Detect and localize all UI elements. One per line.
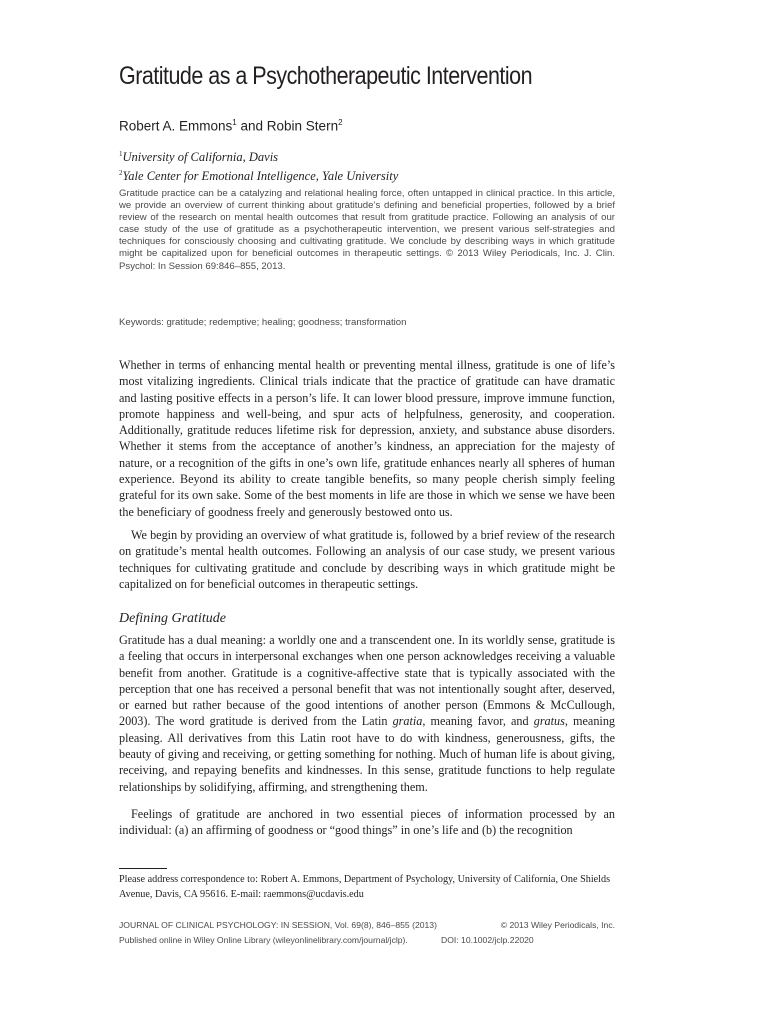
defining-paragraph-1: Gratitude has a dual meaning: a worldly one and a transcendent one. In its worldly sense, gratitude is a feeling that occurs in interpersonal exchanges when one person acknowledges receiving a valuable benefit from another. Gratitude is a cognitive-affective state that is typically associated with the perception that one has received a personal benefit that was not intentionally sought after, deserved, or earned but rather because of the good intentions of another person (Emmons & McCullough, 2003). The word gratitude is derived from the Latin gratia, meaning favor, and gratus, meaning pleasing. All derivatives from this Latin root have to do with kindness, generousness, gifts, the beauty of giving and receiving, or getting something for nothing. Much of human life is about giving, receiving, and repaying benefits and kindnesses. In this sense, gratitude functions to help regulate relationships by solidifying, affirming, and strengthening them. xyxy=(119,633,616,794)
author-emmons-affil-marker: 1 xyxy=(232,118,237,127)
affiliation-2: $^2$Yale Center for Emotional Intelligence, Yale University xyxy=(119,169,399,184)
author-conjunction: and xyxy=(236,118,267,134)
published-online-line: Published online in Wiley Online Library (wileyonlinelibrary.com/journal/jclp). xyxy=(119,934,408,945)
copyright-notice: © 2013 Wiley Periodicals, Inc. xyxy=(500,920,615,930)
affiliation-1: $^1$University of California, Davis xyxy=(119,150,279,165)
doi: DOI: 10.1002/jclp.22020 xyxy=(441,934,534,945)
intro-paragraph-1: Whether in terms of enhancing mental health or preventing mental illness, gratitude is one of life’s most vitalizing ingredients. Clinical trials indicate that the practice of gratitude can have dramatic and lasting positive effects in a person’s life. It can lower blood pressure, improve immune function, promote happiness and well-being, and spur acts of helpfulness, generosity, and cooperation. Additionally, gratitude reduces lifetime risk for depression, anxiety, and substance abuse disorders. Whether it stems from the acceptance of another’s kindness, an appreciation for the majesty of nature, or a recognition of the gifts in one’s own life, gratitude enhances nearly all spheres of human experience. Beyond its ability to create tangible benefits, so many people cherish simply feeling grateful for its own sake. Some of the best moments in life are those in which we sense we have been the beneficiary of goodness freely and generously bestowed onto us. xyxy=(119,358,615,519)
correspondence-footnote: Please address correspondence to: Robert A. Emmons, Department of Psychology, University of California, One Shields Avenue, Davis, CA 95616. E-mail: raemmons@ucdavis.edu xyxy=(119,874,611,900)
journal-footer-row-2 xyxy=(119,933,615,948)
abstract: Gratitude practice can be a catalyzing and relational healing force, often untapped in clinical practice. In this article, we provide an overview of current thinking about gratitude’s defining and beneficial properties, followed by a brief review of the research on mental health outcomes that result from gratitude practice. Following an analysis of our case study of the use of gratitude as a psychotherapeutic intervention, we present various self-strategies and techniques for consciously choosing and cultivating gratitude. We conclude by describing ways in which gratitude might be capitalized upon for beneficial outcomes in therapeutic settings. © 2013 Wiley Periodicals, Inc. J. Clin. Psychol: In Session 69:846–855, 2013. xyxy=(119,188,615,272)
keywords: Keywords: gratitude; redemptive; healing; goodness; transformation xyxy=(119,317,407,328)
affiliations xyxy=(119,146,398,184)
article-title: Gratitude as a Psychotherapeutic Intervention xyxy=(119,62,533,90)
journal-citation: JOURNAL OF CLINICAL PSYCHOLOGY: IN SESSION, Vol. 69(8), 846–855 (2013) xyxy=(119,920,437,930)
intro-paragraph-2: We begin by providing an overview of what gratitude is, followed by a brief review of the research on gratitude’s mental health outcomes. Following an analysis of our case study, we present various techniques for cultivating gratitude and conclude by describing ways in which gratitude might be capitalized on for beneficial outcomes in therapeutic settings. xyxy=(119,528,615,591)
author-emmons: Robert A. Emmons xyxy=(119,118,233,134)
author-list xyxy=(119,118,343,134)
defining-paragraph-2: Feelings of gratitude are anchored in two essential pieces of information processed by an individual: (a) an affirming of goodness or “good things” in one’s life and (b) the recognition xyxy=(119,807,615,838)
latin-term-gratia: gratia, xyxy=(392,714,426,729)
journal-footer xyxy=(119,918,615,947)
journal-footer-row-1 xyxy=(119,918,615,933)
author-stern-affil-marker: 2 xyxy=(338,118,343,127)
latin-term-gratus: gratus xyxy=(533,714,565,729)
author-stern: Robin Stern xyxy=(266,118,339,134)
footnote-divider xyxy=(119,868,167,869)
section-heading-defining-gratitude: Defining Gratitude xyxy=(119,611,226,626)
